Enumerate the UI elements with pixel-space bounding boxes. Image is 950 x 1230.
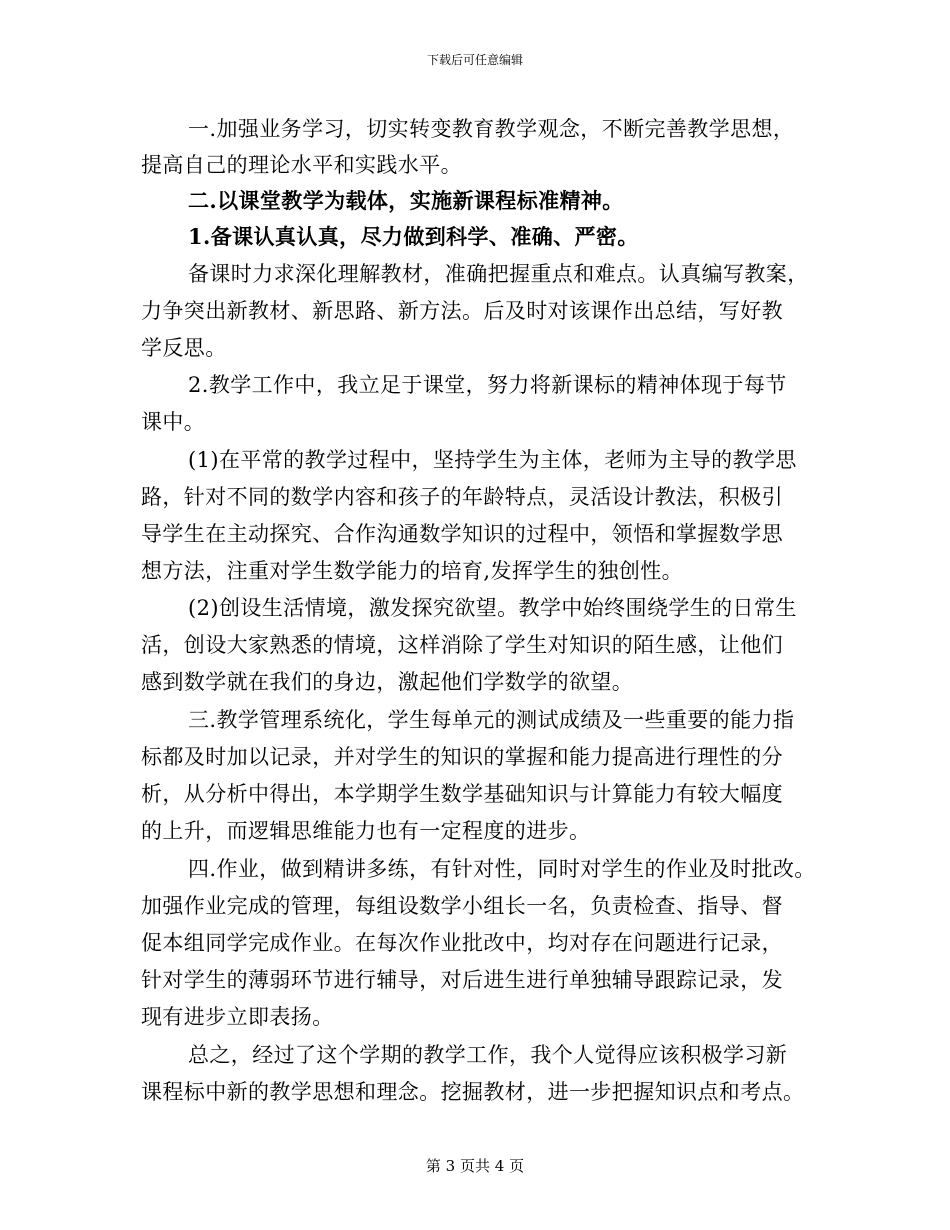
section-heading: 二.以课堂教学为载体，实施新课程标准精神。	[188, 188, 624, 213]
text-line: 加强作业完成的管理，每组设数学小组长一名，负责检查、指导、督	[141, 894, 783, 918]
text-line: 三.教学管理系统化，学生每单元的测试成绩及一些重要的能力指	[188, 708, 795, 732]
text-line: 想方法，注重对学生数学能力的培育,发挥学生的独创性。	[141, 559, 684, 583]
text-line: 针对学生的薄弱环节进行辅导，对后进生进行单独辅导跟踪记录，发	[141, 968, 783, 992]
text-line: 感到数学就在我们的身边，激起他们学数学的欲望。	[141, 670, 634, 694]
text-line: 现有进步立即表扬。	[141, 1005, 334, 1029]
text-line: 课程标中新的教学思想和理念。挖掘教材，进一步把握知识点和考点。	[141, 1080, 805, 1104]
text-line: 析，从分析中得出，本学期学生数学基础知识与计算能力有较大幅度	[141, 782, 783, 806]
text-line: 的上升，而逻辑思维能力也有一定程度的进步。	[141, 819, 591, 843]
text-line: 标都及时加以记录，并对学生的知识的掌握和能力提高进行理性的分	[141, 745, 783, 769]
text-line: 学反思。	[141, 336, 227, 360]
text-line: 路，针对不同的数学内容和孩子的年龄特点，灵活设计教法，积极引	[141, 485, 783, 509]
text-line: 四.作业，做到精讲多练，有针对性，同时对学生的作业及时批改。	[188, 857, 816, 881]
page-footer: 第 3 页共 4 页	[425, 1157, 525, 1175]
text-line: (2)创设生活情境，激发探究欲望。教学中始终围绕学生的日常生	[188, 596, 797, 620]
text-line: 备课时力求深化理解教材，准确把握重点和难点。认真编写教案，	[188, 262, 809, 286]
subsection-heading: 1.备课认真认真，尽力做到科学、准确、严密。	[188, 224, 639, 249]
text-line: 2.教学工作中，我立足于课堂，努力将新课标的精神体现于每节	[188, 373, 787, 397]
text-line: 导学生在主动探究、合作沟通数学知识的过程中，领悟和掌握数学思	[141, 522, 783, 546]
text-line: 提高自己的理论水平和实践水平。	[141, 153, 462, 177]
text-line: (1)在平常的教学过程中，坚持学生为主体，老师为主导的教学思	[188, 448, 797, 472]
text-line: 总之，经过了这个学期的教学工作，我个人觉得应该积极学习新	[188, 1043, 788, 1067]
text-line: 力争突出新教材、新思路、新方法。后及时对该课作出总结，写好教	[141, 299, 783, 323]
page-header: 下载后可任意编辑	[426, 53, 523, 67]
text-line: 活，创设大家熟悉的情境，这样消除了学生对知识的陌生感，让他们	[141, 633, 783, 657]
text-line: 促本组同学完成作业。在每次作业批改中，均对存在问题进行记录，	[141, 931, 783, 955]
text-line: 课中。	[141, 410, 206, 434]
text-line: 一.加强业务学习，切实转变教育教学观念，不断完善教学思想，	[188, 117, 795, 141]
